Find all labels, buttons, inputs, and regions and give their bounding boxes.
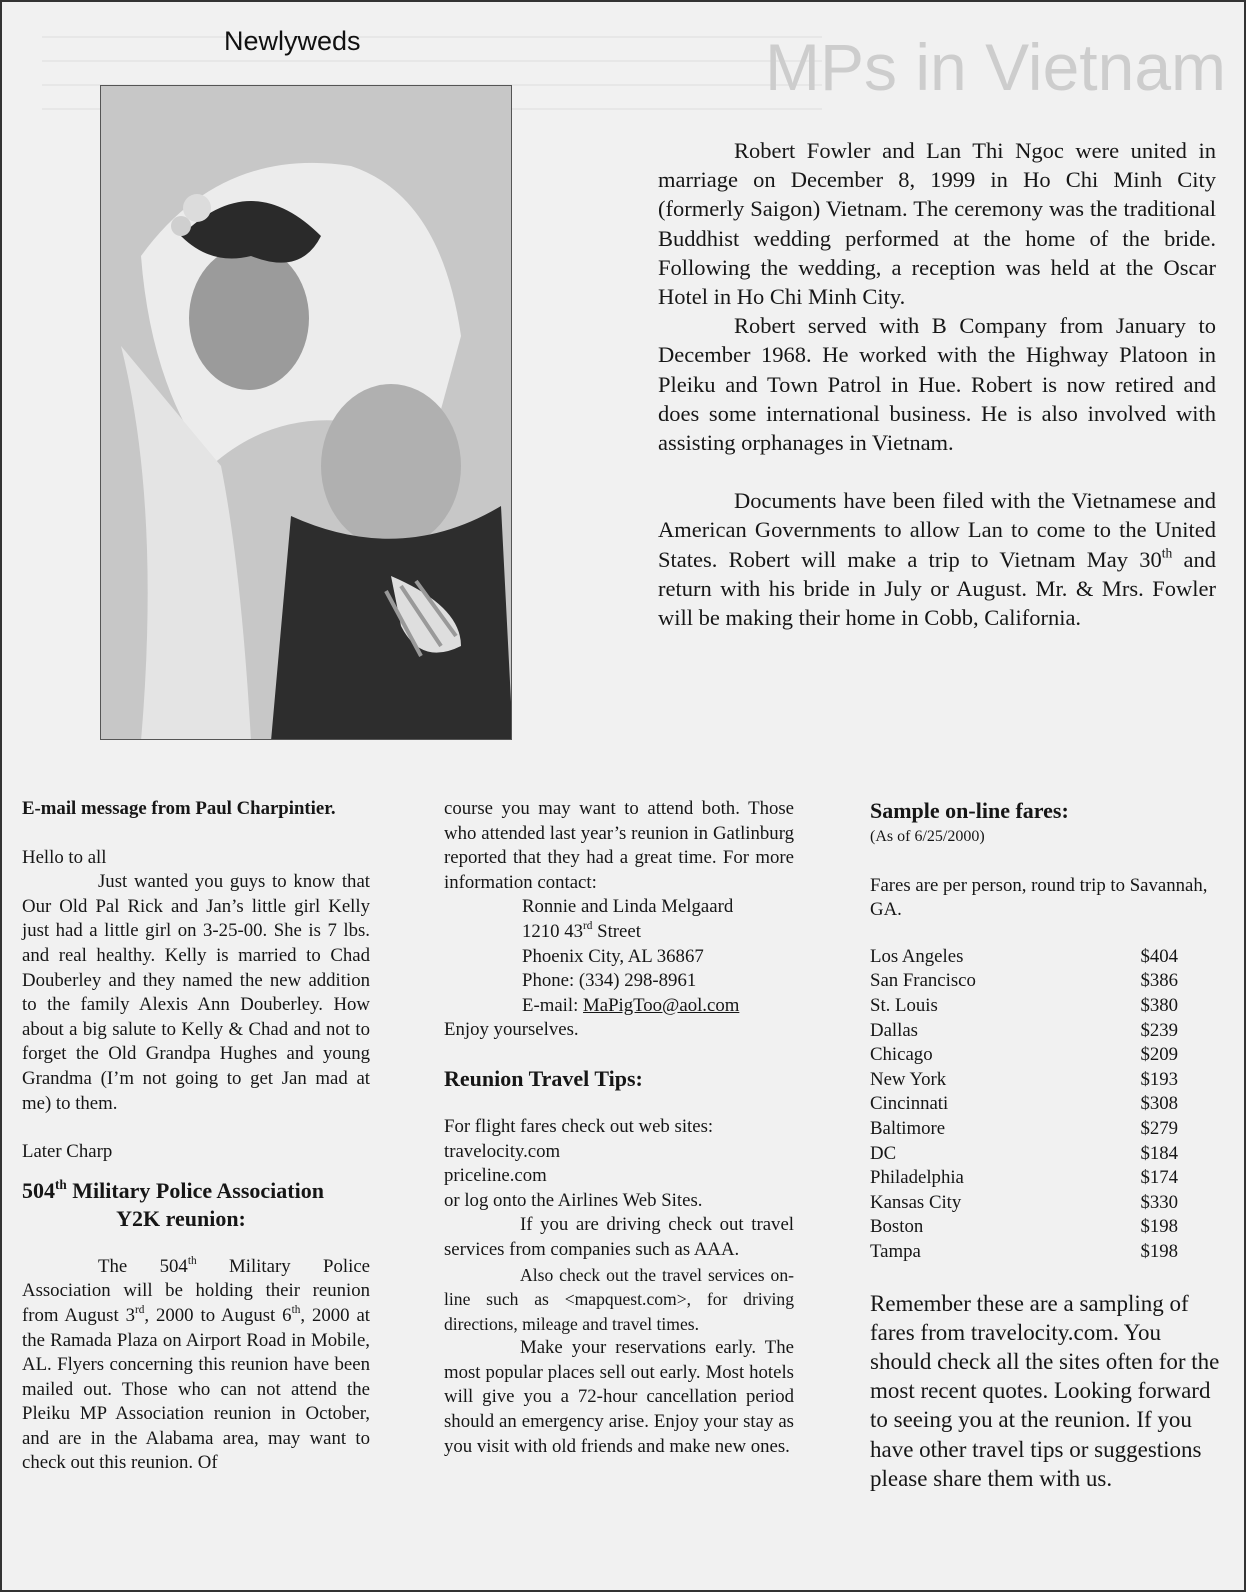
contact-phone: Phone: (334) 298-8961 (522, 970, 697, 992)
fare-price: $404 (1140, 945, 1178, 967)
fare-row (870, 1215, 1178, 1240)
online-tip: Also check out the travel services on-line such as <mapquest.com>, for driving directions, mileage and travel times. (444, 1264, 794, 1334)
wedding-photo (100, 85, 512, 740)
fares-date: (As of 6/25/2000) (870, 828, 985, 845)
driving-tip: If you are driving check out travel services from companies such as AAA. (444, 1214, 794, 1260)
fare-row (870, 945, 1178, 970)
fare-row (870, 1142, 1178, 1167)
fare-city: St. Louis (870, 994, 938, 1016)
column-right (870, 797, 1226, 1493)
fare-city: DC (870, 1142, 897, 1164)
street-text: Street (592, 920, 641, 942)
fare-price: $198 (1140, 1240, 1178, 1262)
travel-tips-heading: Reunion Travel Tips: (444, 1065, 643, 1091)
para-text: , 2000 at the Ramada Plaza on Airport Road in Mobile, AL. Flyers concerning this reunion have been mailed out. Those who can not attend the Pleiku MP Association reunion in October, and are in the Alabama area, may want to check out this reunion. Of (22, 1304, 371, 1474)
fare-price: $184 (1140, 1142, 1178, 1164)
tips-intro: For flight fares check out web sites: (444, 1115, 714, 1137)
article-text: and return with his bride in July or August. Mr. & Mrs. Fowler will be making their home in Cobb, California. (658, 546, 1216, 631)
superscript: rd (134, 1304, 145, 1317)
fare-city: Baltimore (870, 1117, 946, 1139)
para-text: , 2000 to August 6 (144, 1304, 292, 1326)
fare-city: Tampa (870, 1240, 921, 1262)
email-label: E-mail: (522, 994, 584, 1016)
fare-city: New York (870, 1068, 947, 1090)
column-middle (444, 797, 794, 1459)
fare-city: Boston (870, 1216, 924, 1238)
email-link[interactable]: MaPigToo@aol.com (583, 994, 740, 1016)
fare-city: Kansas City (870, 1191, 962, 1213)
superscript: th (291, 1304, 301, 1317)
page-title: Newlyweds (224, 26, 361, 56)
fare-price: $209 (1140, 1044, 1178, 1066)
column-left (22, 797, 370, 1476)
fare-city: Los Angeles (870, 945, 964, 967)
fare-city: Philadelphia (870, 1167, 964, 1189)
fare-price: $330 (1140, 1191, 1178, 1213)
fare-price: $193 (1140, 1068, 1178, 1090)
fare-city: Cincinnati (870, 1093, 949, 1115)
fare-row (870, 1019, 1178, 1044)
fare-row (870, 1166, 1178, 1191)
article-text: Documents have been filed with the Vietnamese and American Governments to allow Lan to come to the United States. Robert will make a trip to Vietnam May 30 (658, 488, 1216, 572)
para-text: The 504 (98, 1255, 188, 1277)
article-paragraph-2: Robert served with B Company from January to December 1968. He worked with the Highway Platoon in Pleiku and Town Patrol in Hue. Robert is now retired and does some international business. He is also involved with assisting orphanages in Vietnam. (658, 313, 1216, 456)
association-paragraph (22, 1255, 370, 1476)
contact-city: Phoenix City, AL 36867 (522, 945, 704, 967)
fare-price: $239 (1140, 1019, 1178, 1041)
fare-row (870, 1117, 1178, 1142)
site-airlines: or log onto the Airlines Web Sites. (444, 1189, 703, 1211)
fare-row (870, 1068, 1178, 1093)
fare-row (870, 994, 1178, 1019)
bleed-through-title: MPs in Vietnam (765, 30, 1226, 104)
email-message: Just wanted you guys to know that Our Old Pal Rick and Jan’s little girl Kelly just had a little girl on 3-25-00. She is 7 lbs. and real healthy. Kelly is married to Chad Douberley and they named the new addition to the family Alexis Ann Douberley. How about a big salute to Kelly & Chad and not to forget the Old Grandpa Hughes and young Grandma (I’m not going to get Jan mad at me) to them. (22, 871, 370, 1114)
contact-name: Ronnie and Linda Melgaard (522, 896, 734, 918)
street-text: 1210 43 (522, 920, 584, 942)
contact-block (444, 895, 794, 1018)
fare-price: $380 (1140, 994, 1178, 1016)
fare-city: Chicago (870, 1044, 933, 1066)
wedding-photo-icon (101, 86, 512, 740)
fare-city: Dallas (870, 1019, 918, 1041)
fare-row (870, 1191, 1178, 1216)
fare-price: $279 (1140, 1117, 1178, 1139)
contact-email (522, 994, 794, 1019)
reservations-tip: Make your reservations early. The most popular places sell out early. Most hotels will give you a 72-hour cancellation period should an emergency arise. Enjoy your stay as you visit with old friends and make new ones. (444, 1337, 794, 1457)
superscript: th (55, 1176, 67, 1192)
superscript: rd (583, 920, 593, 933)
heading-line-2: Y2K reunion: (116, 1205, 246, 1231)
signoff: Later Charp (22, 1141, 113, 1163)
heading-text: 504 (22, 1177, 55, 1203)
superscript: th (1161, 545, 1173, 561)
site-travelocity: travelocity.com (444, 1140, 561, 1162)
contact-street (522, 920, 794, 945)
fare-row (870, 1240, 1178, 1265)
heading-text: Military Police Association (66, 1177, 324, 1203)
fares-heading: Sample on-line fares: (870, 798, 1069, 823)
closing-paragraph: Remember these are a sampling of fares from travelocity.com. You should check all the sites often for the most recent quotes. Looking forward to seeing you at the reunion. If you have other travel tips or suggestions please share them with us. (870, 1290, 1220, 1491)
email-heading: E-mail message from Paul Charpintier. (22, 798, 336, 819)
greeting: Hello to all (22, 846, 107, 868)
association-continuation: course you may want to attend both. Those who attended last year’s reunion in Gatlinburg reported that they had a great time. For more information contact: (444, 798, 794, 893)
fare-city: San Francisco (870, 970, 976, 992)
para-text: Military Police Association will be holding their reunion from August 3 (22, 1255, 370, 1326)
superscript: th (187, 1254, 197, 1267)
fares-note: Fares are per person, round trip to Savannah, GA. (870, 874, 1208, 921)
fare-row (870, 969, 1178, 994)
newlyweds-article (658, 136, 1216, 632)
article-paragraph-1: Robert Fowler and Lan Thi Ngoc were united in marriage on December 8, 1999 in Ho Chi Minh City (formerly Saigon) Vietnam. The ceremony was the traditional Buddhist wedding performed at the home of the bride. Following the wedding, a reception was held at the Oscar Hotel in Ho Chi Minh City. (658, 138, 1216, 310)
site-priceline: priceline.com (444, 1165, 547, 1187)
fares-table (870, 945, 1226, 1265)
association-heading (22, 1177, 370, 1233)
fare-price: $308 (1140, 1093, 1178, 1115)
fare-price: $174 (1140, 1167, 1178, 1189)
fare-price: $386 (1140, 970, 1178, 992)
fare-price: $198 (1140, 1216, 1178, 1238)
fare-row (870, 1092, 1178, 1117)
fare-row (870, 1043, 1178, 1068)
article-paragraph-3 (658, 486, 1216, 632)
enjoy-line: Enjoy yourselves. (444, 1019, 579, 1041)
